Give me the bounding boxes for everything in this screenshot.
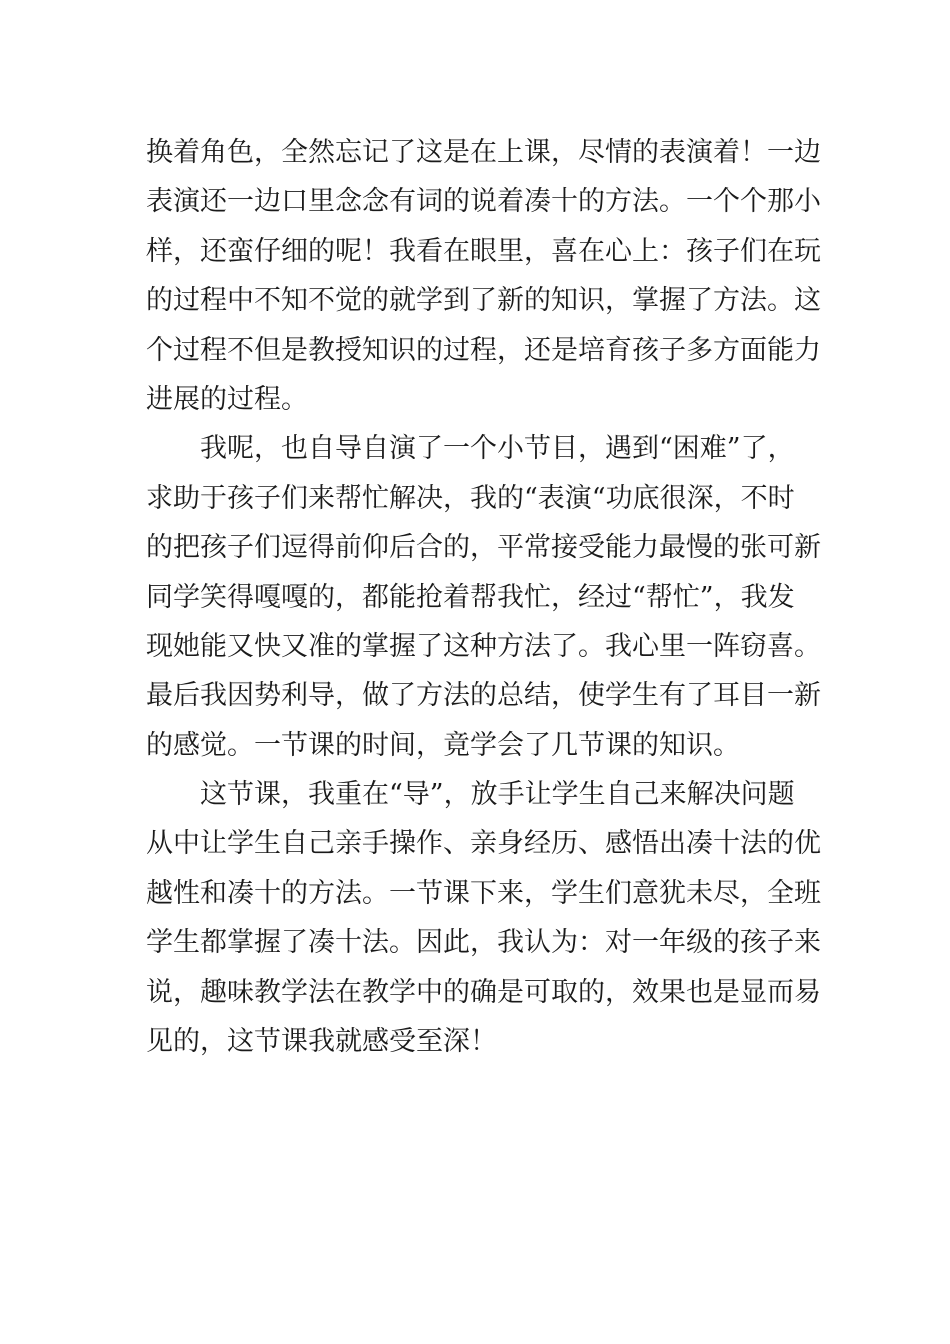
- text-line: 从中让学生自己亲手操作、亲身经历、感悟出凑十法的优: [146, 828, 821, 860]
- text-line: 进展的过程。: [146, 383, 308, 415]
- text-line: 见的，这节课我就感受至深！: [146, 1026, 497, 1058]
- text-line: 最后我因势利导，做了方法的总结，使学生有了耳目一新: [146, 680, 821, 712]
- text-line: 越性和凑十的方法。一节课下来，学生们意犹未尽，全班: [146, 877, 821, 909]
- text-line: 个过程不但是教授知识的过程，还是培育孩子多方面能力: [146, 334, 821, 366]
- text-line: 同学笑得嘎嘎的，都能抢着帮我忙，经过“帮忙”，我发: [146, 581, 795, 613]
- paragraph-start-line: 我呢，也自导自演了一个小节目，遇到“困难”了，: [200, 433, 795, 465]
- text-line: 样，还蛮仔细的呢！我看在眼里，喜在心上：孩子们在玩: [146, 235, 821, 267]
- paragraph-start-line: 这节课，我重在“导”，放手让学生自己来解决问题: [200, 779, 795, 811]
- text-line: 的感觉。一节课的时间，竟学会了几节课的知识。: [146, 729, 740, 761]
- text-line: 的过程中不知不觉的就学到了新的知识，掌握了方法。这: [146, 285, 821, 317]
- text-line: 现她能又快又准的掌握了这种方法了。我心里一阵窃喜。: [146, 630, 821, 662]
- text-line: 求助于孩子们来帮忙解决，我的“表演“功底很深，不时: [146, 482, 795, 514]
- text-line: 的把孩子们逗得前仰后合的，平常接受能力最慢的张可新: [146, 532, 821, 564]
- body-text: [146, 128, 821, 1066]
- text-line: 表演还一边口里念念有词的说着凑十的方法。一个个那小: [146, 186, 821, 218]
- text-line: 换着角色，全然忘记了这是在上课，尽情的表演着！一边: [146, 137, 821, 168]
- text-line: 说，趣味教学法在教学中的确是可取的，效果也是显而易: [146, 976, 821, 1008]
- text-line: 学生都掌握了凑十法。因此，我认为：对一年级的孩子来: [146, 927, 821, 959]
